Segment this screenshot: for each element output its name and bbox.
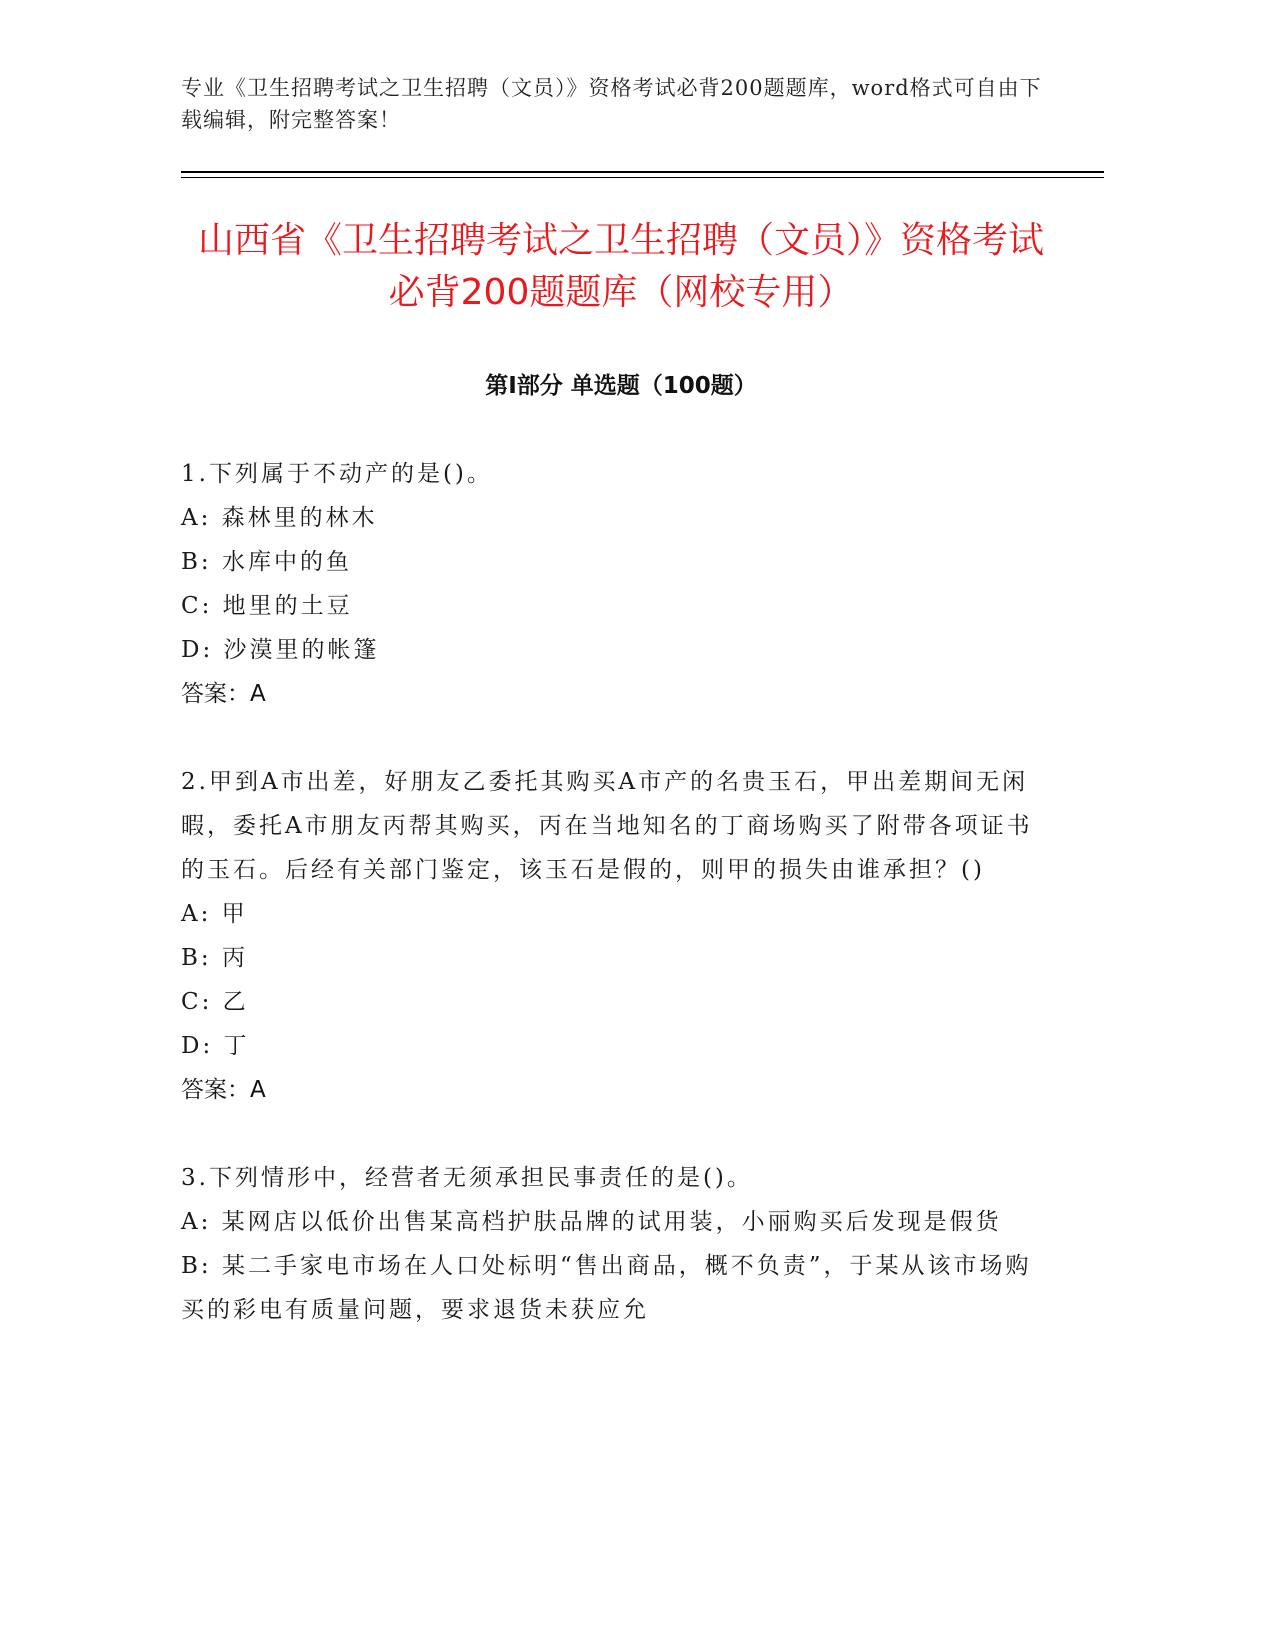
question-list (181, 452, 1041, 1376)
question-1 (181, 452, 1041, 716)
option-b: B: 水库中的鱼 (181, 549, 352, 575)
option-c: C: 乙 (181, 989, 249, 1015)
option-c: C: 地里的土豆 (181, 593, 353, 619)
document-title: 山西省《卫生招聘考试之卫生招聘（文员）》资格考试必背200题题库（网校专用） (197, 220, 1044, 313)
question-answer: 答案：A (181, 681, 266, 707)
header-note: 专业《卫生招聘考试之卫生招聘（文员）》资格考试必背200题题库，word格式可自由下载编辑，附完整答案！ (181, 76, 1042, 132)
option-d: D: 沙漠里的帐篷 (181, 637, 380, 663)
question-2 (181, 760, 1041, 1112)
option-b: B: 丙 (181, 945, 248, 971)
question-answer: 答案：A (181, 1077, 266, 1103)
question-stem: 2.甲到A市出差，好朋友乙委托其购买A市产的名贵玉石，甲出差期间无闲暇，委托A市朋友丙帮其购买，丙在当地知名的丁商场购买了附带各项证书的玉石。后经有关部门鉴定，该玉石是假的，则甲的损失由谁承担？() (181, 769, 1033, 883)
question-stem: 1.下列属于不动产的是()。 (181, 461, 493, 487)
option-a: A: 森林里的林木 (181, 505, 378, 531)
question-3 (181, 1156, 1041, 1332)
option-a: A: 某网店以低价出售某高档护肤品牌的试用装，小丽购买后发现是假货 (181, 1209, 1002, 1235)
option-b: B: 某二手家电市场在人口处标明“售出商品，概不负责”，于某从该市场购买的彩电有质量问题，要求退货未获应允 (181, 1253, 1032, 1323)
question-stem: 3.下列情形中，经营者无须承担民事责任的是()。 (181, 1165, 753, 1191)
option-d: D: 丁 (181, 1033, 250, 1059)
option-a: A: 甲 (181, 901, 248, 927)
section-heading: 第I部分 单选题（100题） (485, 373, 757, 399)
header-divider-thick (181, 171, 1104, 173)
header-divider-thin (181, 177, 1104, 178)
